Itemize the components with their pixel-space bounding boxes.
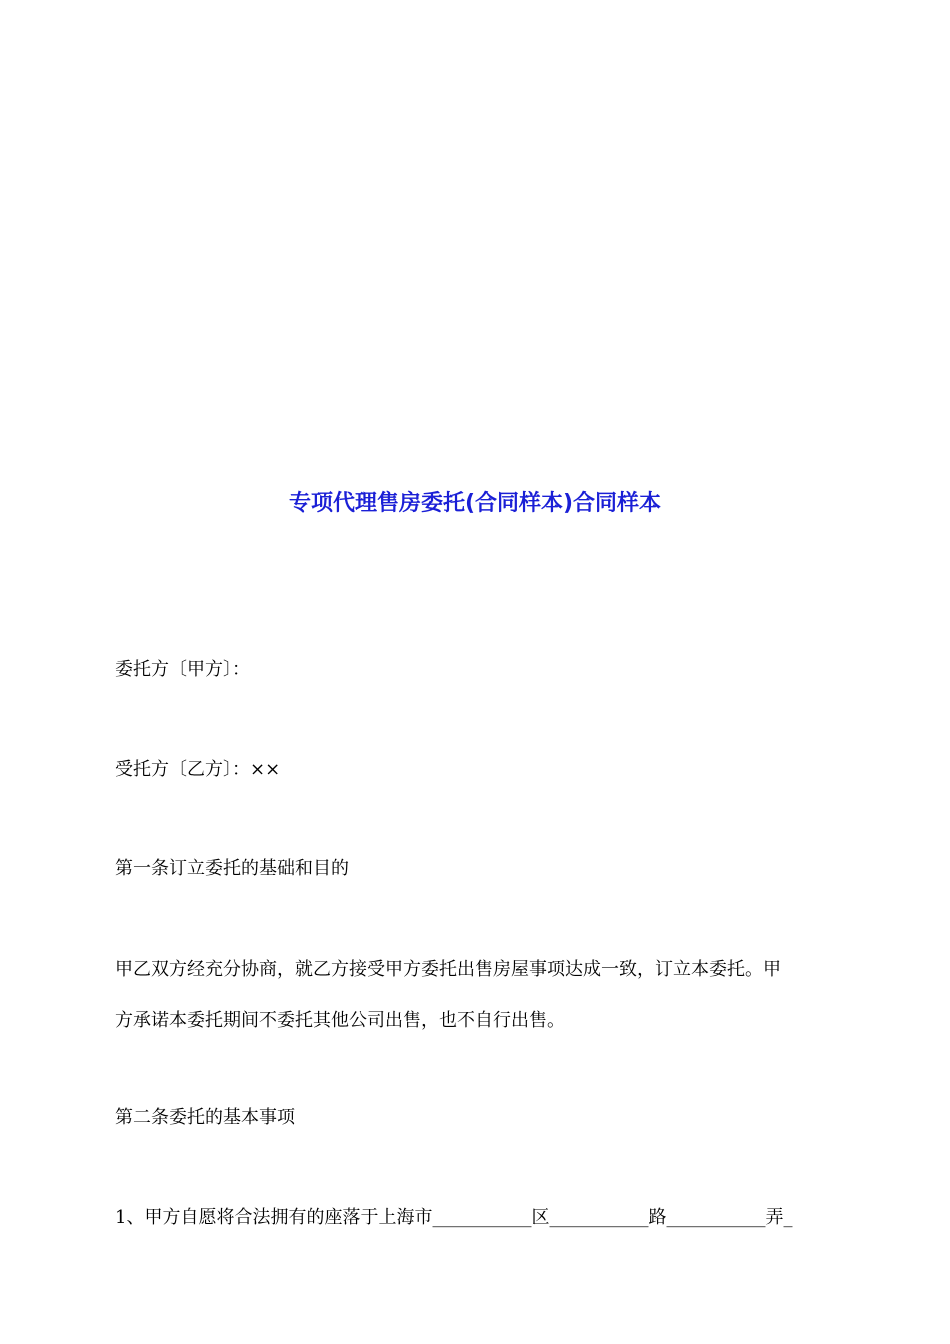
paragraph-party-a: 委托方〔甲方〕： [115, 659, 250, 680]
article-1-heading: 第一条订立委托的基础和目的 [115, 858, 349, 879]
article-1-body-line-1: 甲乙双方经充分协商，就乙方接受甲方委托出售房屋事项达成一致，订立本委托。甲 [115, 959, 781, 980]
article-1-body-line-2: 方承诺本委托期间不委托其他公司出售，也不自行出售。 [115, 1010, 565, 1031]
article-2-heading: 第二条委托的基本事项 [115, 1107, 295, 1128]
paragraph-party-b: 受托方〔乙方〕：×× [115, 759, 281, 780]
document-title: 专项代理售房委托(合同样本)合同样本 [288, 491, 662, 516]
article-2-item-1: 1、甲方自愿将合法拥有的座落于上海市___________区___________路___________弄_ [115, 1207, 793, 1228]
